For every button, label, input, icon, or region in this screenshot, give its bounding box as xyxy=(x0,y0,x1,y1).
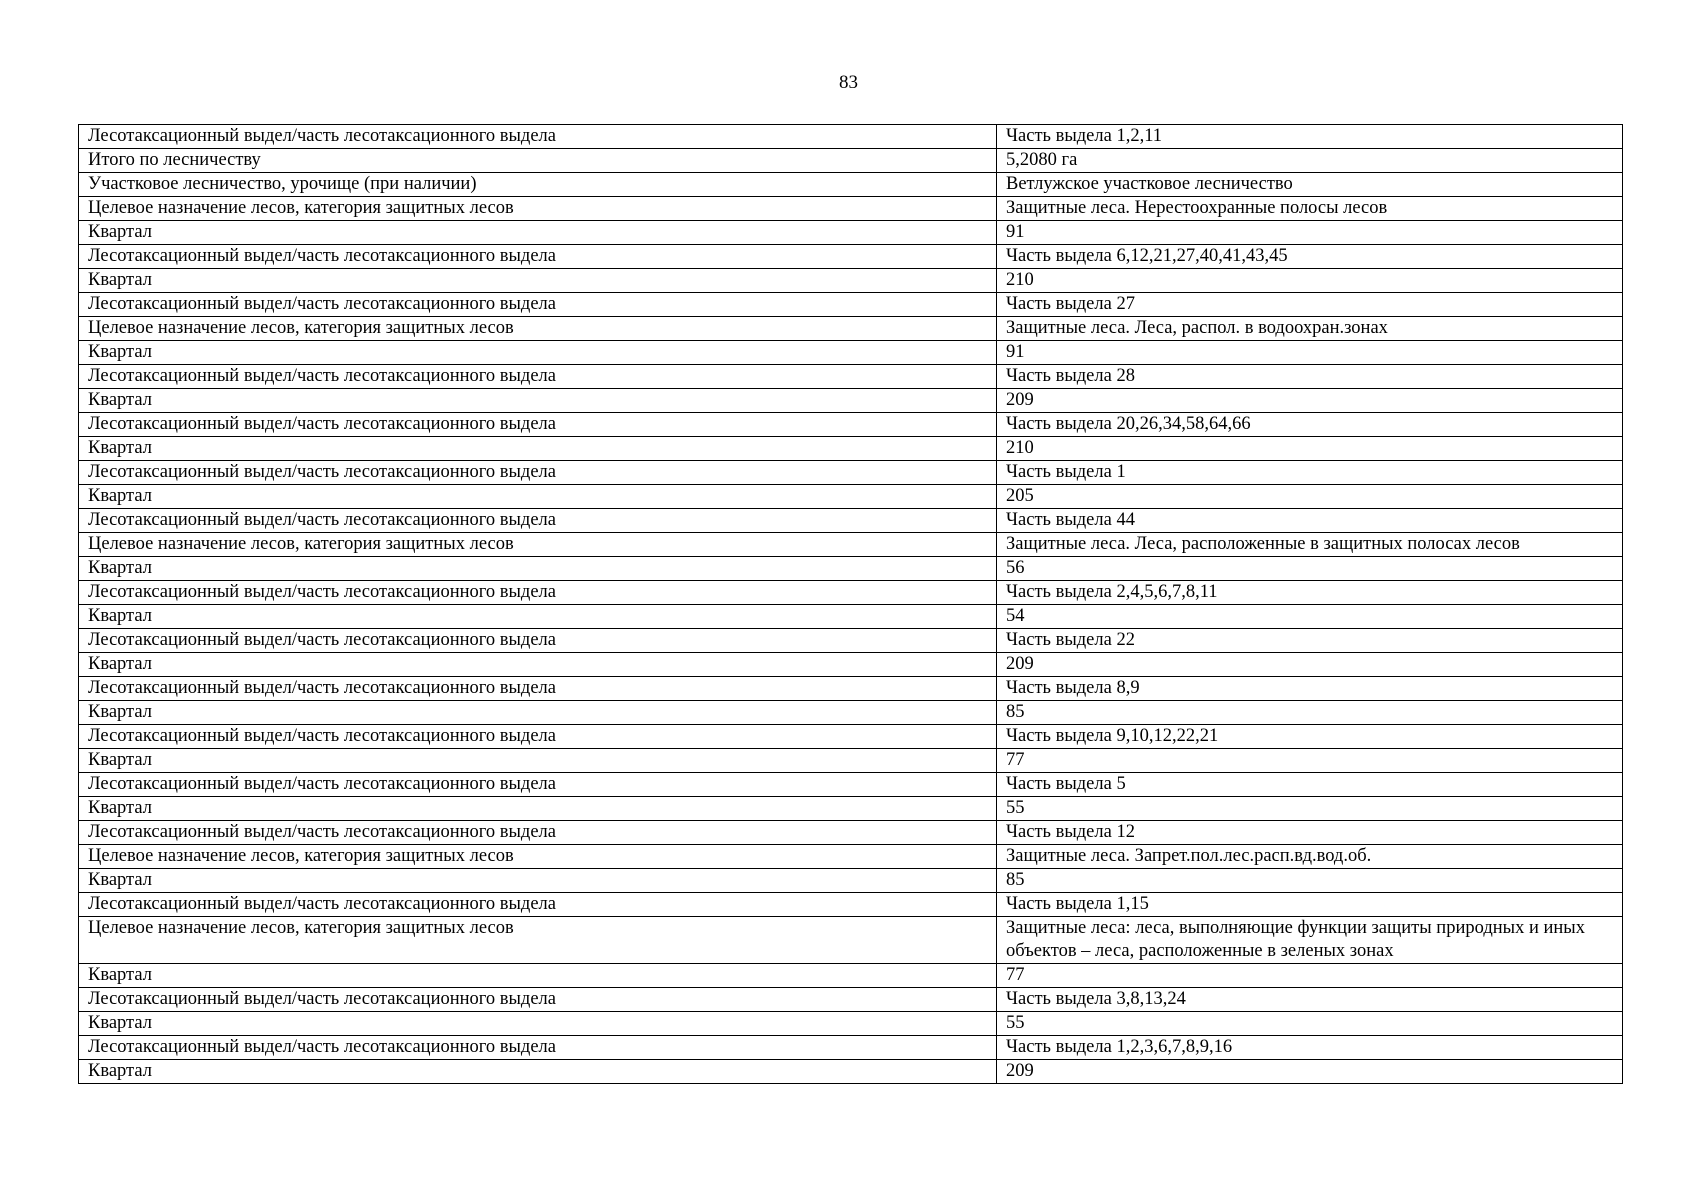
row-label-cell: Квартал xyxy=(79,653,997,677)
row-value-cell: Часть выдела 9,10,12,22,21 xyxy=(997,725,1623,749)
row-label-cell: Целевое назначение лесов, категория защитных лесов xyxy=(79,317,997,341)
row-value-cell: 85 xyxy=(997,701,1623,725)
table-row xyxy=(79,437,1623,461)
row-label-cell: Квартал xyxy=(79,221,997,245)
row-label-cell: Лесотаксационный выдел/часть лесотаксационного выдела xyxy=(79,677,997,701)
table-row xyxy=(79,293,1623,317)
row-value-cell: Часть выдела 27 xyxy=(997,293,1623,317)
row-value-cell: Защитные леса: леса, выполняющие функции защиты природных и иных объектов – леса, расположенные в зеленых зонах xyxy=(997,917,1623,964)
table-row xyxy=(79,893,1623,917)
row-value-cell: 210 xyxy=(997,269,1623,293)
row-label-cell: Квартал xyxy=(79,1060,997,1084)
row-value-cell: Часть выдела 20,26,34,58,64,66 xyxy=(997,413,1623,437)
table-row xyxy=(79,1012,1623,1036)
row-label-cell: Квартал xyxy=(79,797,997,821)
row-label-cell: Квартал xyxy=(79,485,997,509)
forest-allocation-table xyxy=(78,124,1623,1084)
row-label-cell: Лесотаксационный выдел/часть лесотаксационного выдела xyxy=(79,413,997,437)
table-row xyxy=(79,653,1623,677)
row-label-cell: Лесотаксационный выдел/часть лесотаксационного выдела xyxy=(79,509,997,533)
row-label-cell: Лесотаксационный выдел/часть лесотаксационного выдела xyxy=(79,773,997,797)
table-row xyxy=(79,917,1623,964)
row-value-cell: Защитные леса. Запрет.пол.лес.расп.вд.вод.об. xyxy=(997,845,1623,869)
row-value-cell: Часть выдела 5 xyxy=(997,773,1623,797)
row-label-cell: Лесотаксационный выдел/часть лесотаксационного выдела xyxy=(79,461,997,485)
row-label-cell: Квартал xyxy=(79,749,997,773)
row-value-cell: Часть выдела 44 xyxy=(997,509,1623,533)
row-label-cell: Лесотаксационный выдел/часть лесотаксационного выдела xyxy=(79,821,997,845)
row-label-cell: Квартал xyxy=(79,869,997,893)
row-value-cell: Часть выдела 2,4,5,6,7,8,11 xyxy=(997,581,1623,605)
row-label-cell: Квартал xyxy=(79,701,997,725)
page-number: 83 xyxy=(839,72,858,93)
table-row xyxy=(79,485,1623,509)
row-value-cell: Часть выдела 1,15 xyxy=(997,893,1623,917)
table-row xyxy=(79,605,1623,629)
row-label-cell: Лесотаксационный выдел/часть лесотаксационного выдела xyxy=(79,293,997,317)
row-label-cell: Квартал xyxy=(79,389,997,413)
row-value-cell: Часть выдела 1,2,11 xyxy=(997,125,1623,149)
table-row xyxy=(79,988,1623,1012)
row-label-cell: Лесотаксационный выдел/часть лесотаксационного выдела xyxy=(79,581,997,605)
table-row xyxy=(79,461,1623,485)
table-row xyxy=(79,125,1623,149)
table-row xyxy=(79,173,1623,197)
table-row xyxy=(79,869,1623,893)
table-row xyxy=(79,749,1623,773)
table-row xyxy=(79,629,1623,653)
table-row xyxy=(79,365,1623,389)
row-value-cell: Защитные леса. Леса, расположенные в защитных полосах лесов xyxy=(997,533,1623,557)
row-value-cell: Защитные леса. Леса, распол. в водоохран.зонах xyxy=(997,317,1623,341)
row-label-cell: Квартал xyxy=(79,1012,997,1036)
row-label-cell: Лесотаксационный выдел/часть лесотаксационного выдела xyxy=(79,125,997,149)
table-row xyxy=(79,581,1623,605)
row-label-cell: Целевое назначение лесов, категория защитных лесов xyxy=(79,845,997,869)
row-value-cell: Ветлужское участковое лесничество xyxy=(997,173,1623,197)
table-row xyxy=(79,197,1623,221)
row-label-cell: Лесотаксационный выдел/часть лесотаксационного выдела xyxy=(79,725,997,749)
table-row xyxy=(79,413,1623,437)
row-label-cell: Лесотаксационный выдел/часть лесотаксационного выдела xyxy=(79,245,997,269)
row-value-cell: 209 xyxy=(997,389,1623,413)
row-value-cell: 55 xyxy=(997,1012,1623,1036)
row-value-cell: 210 xyxy=(997,437,1623,461)
table-row xyxy=(79,845,1623,869)
row-value-cell: Часть выдела 28 xyxy=(997,365,1623,389)
row-value-cell: 85 xyxy=(997,869,1623,893)
table-row xyxy=(79,245,1623,269)
table-row xyxy=(79,773,1623,797)
row-value-cell: Часть выдела 8,9 xyxy=(997,677,1623,701)
table-row xyxy=(79,1036,1623,1060)
table-row xyxy=(79,725,1623,749)
row-value-cell: 209 xyxy=(997,653,1623,677)
table-body xyxy=(79,125,1623,1084)
row-label-cell: Лесотаксационный выдел/часть лесотаксационного выдела xyxy=(79,629,997,653)
row-value-cell: 5,2080 га xyxy=(997,149,1623,173)
table-row xyxy=(79,964,1623,988)
row-label-cell: Целевое назначение лесов, категория защитных лесов xyxy=(79,917,997,964)
row-value-cell: Часть выдела 22 xyxy=(997,629,1623,653)
row-value-cell: 56 xyxy=(997,557,1623,581)
row-value-cell: 205 xyxy=(997,485,1623,509)
row-label-cell: Лесотаксационный выдел/часть лесотаксационного выдела xyxy=(79,893,997,917)
row-value-cell: Часть выдела 6,12,21,27,40,41,43,45 xyxy=(997,245,1623,269)
row-label-cell: Квартал xyxy=(79,341,997,365)
row-value-cell: 209 xyxy=(997,1060,1623,1084)
table-row xyxy=(79,1060,1623,1084)
row-label-cell: Квартал xyxy=(79,557,997,581)
row-value-cell: Защитные леса. Нерестоохранные полосы лесов xyxy=(997,197,1623,221)
row-value-cell: Часть выдела 1,2,3,6,7,8,9,16 xyxy=(997,1036,1623,1060)
row-value-cell: Часть выдела 12 xyxy=(997,821,1623,845)
table-row xyxy=(79,557,1623,581)
row-label-cell: Лесотаксационный выдел/часть лесотаксационного выдела xyxy=(79,1036,997,1060)
row-label-cell: Итого по лесничеству xyxy=(79,149,997,173)
table-row xyxy=(79,269,1623,293)
row-label-cell: Квартал xyxy=(79,269,997,293)
row-value-cell: 77 xyxy=(997,964,1623,988)
row-label-cell: Квартал xyxy=(79,605,997,629)
table-row xyxy=(79,533,1623,557)
row-label-cell: Лесотаксационный выдел/часть лесотаксационного выдела xyxy=(79,365,997,389)
row-value-cell: 91 xyxy=(997,341,1623,365)
row-value-cell: Часть выдела 3,8,13,24 xyxy=(997,988,1623,1012)
row-label-cell: Квартал xyxy=(79,437,997,461)
table-row xyxy=(79,821,1623,845)
row-value-cell: 54 xyxy=(997,605,1623,629)
table-row xyxy=(79,221,1623,245)
table-row xyxy=(79,341,1623,365)
row-value-cell: 91 xyxy=(997,221,1623,245)
row-label-cell: Целевое назначение лесов, категория защитных лесов xyxy=(79,533,997,557)
table-row xyxy=(79,797,1623,821)
table-row xyxy=(79,317,1623,341)
row-label-cell: Участковое лесничество, урочище (при наличии) xyxy=(79,173,997,197)
table-row xyxy=(79,677,1623,701)
row-label-cell: Лесотаксационный выдел/часть лесотаксационного выдела xyxy=(79,988,997,1012)
row-value-cell: 77 xyxy=(997,749,1623,773)
row-value-cell: 55 xyxy=(997,797,1623,821)
row-label-cell: Целевое назначение лесов, категория защитных лесов xyxy=(79,197,997,221)
row-label-cell: Квартал xyxy=(79,964,997,988)
row-value-cell: Часть выдела 1 xyxy=(997,461,1623,485)
table-row xyxy=(79,509,1623,533)
table-row xyxy=(79,389,1623,413)
table-row xyxy=(79,149,1623,173)
table-row xyxy=(79,701,1623,725)
